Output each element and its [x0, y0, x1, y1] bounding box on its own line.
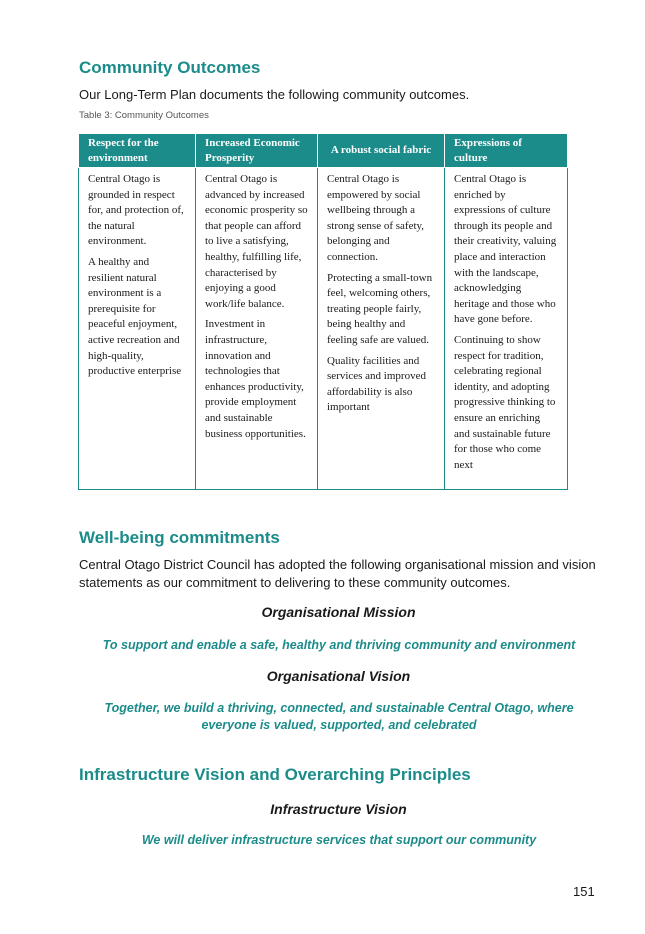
vision-title: Organisational Vision	[266, 668, 411, 684]
page-number: 151	[573, 884, 595, 899]
wellbeing-intro: Central Otago District Council has adopted the following organisational mission and vision statements as our commitment to delivering to these community outcomes.	[79, 557, 596, 590]
community-outcomes-heading: Community Outcomes	[79, 58, 261, 77]
cell-paragraph: Continuing to show respect for tradition, celebrating regional identity, and adopting progressive thinking to ensure an enriching and sustainable future for those who come next	[454, 333, 556, 471]
column-header-environment: Respect for the environment	[79, 134, 196, 168]
cell-paragraph: Central Otago is advanced by increased economic prosperity so that people can afford to live a satisfying, healthy, fulfilling life, characterised by enjoying a good work/life balance.	[205, 173, 308, 310]
cell-paragraph: Quality facilities and services and improved affordability is also important	[327, 354, 426, 414]
table-caption: Table 3: Community Outcomes	[79, 110, 209, 121]
community-outcomes-intro: Our Long-Term Plan documents the following community outcomes.	[79, 87, 470, 102]
community-outcomes-table	[78, 133, 568, 490]
infrastructure-vision-statement: We will deliver infrastructure services that support our community	[141, 833, 537, 847]
mission-statement: To support and enable a safe, healthy and thriving community and environment	[102, 638, 576, 652]
table-header-row	[79, 134, 568, 168]
cell-paragraph: Protecting a small-town feel, welcoming others, treating people fairly, being healthy and feeling safe are valued.	[327, 271, 433, 346]
cell-paragraph: Investment in infrastructure, innovation and technologies that enhances productivity, provide employment and sustainable business opportunities.	[205, 318, 306, 440]
cell-prosperity	[196, 168, 318, 490]
cell-culture	[445, 168, 568, 490]
column-header-culture: Expressions of culture	[445, 134, 568, 168]
mission-title: Organisational Mission	[261, 604, 416, 620]
column-header-social-fabric: A robust social fabric	[318, 134, 445, 168]
cell-paragraph: Central Otago is empowered by social wellbeing through a strong sense of safety, belonging and connection.	[327, 173, 425, 263]
cell-paragraph: Central Otago is grounded in respect for, and protection of, the natural environment.	[88, 173, 184, 248]
cell-environment	[79, 168, 196, 490]
cell-paragraph: Central Otago is enriched by expressions of culture through its people and their creativity, valuing place and interaction with the landscape, acknowledging heritage and those who have gone before.	[454, 173, 557, 326]
infrastructure-vision-title: Infrastructure Vision	[270, 801, 407, 817]
vision-statement: Together, we build a thriving, connected, and sustainable Central Otago, where everyone is valued, supported, and celebrated	[104, 701, 574, 732]
table-row	[79, 168, 568, 490]
cell-paragraph: A healthy and resilient natural environment is a prerequisite for peaceful enjoyment, active recreation and high-quality, productive enterprise	[88, 255, 182, 378]
wellbeing-heading: Well-being commitments	[79, 528, 280, 547]
infrastructure-heading: Infrastructure Vision and Overarching Principles	[79, 765, 471, 784]
column-header-prosperity: Increased Economic Prosperity	[196, 134, 318, 168]
cell-social-fabric	[318, 168, 445, 490]
